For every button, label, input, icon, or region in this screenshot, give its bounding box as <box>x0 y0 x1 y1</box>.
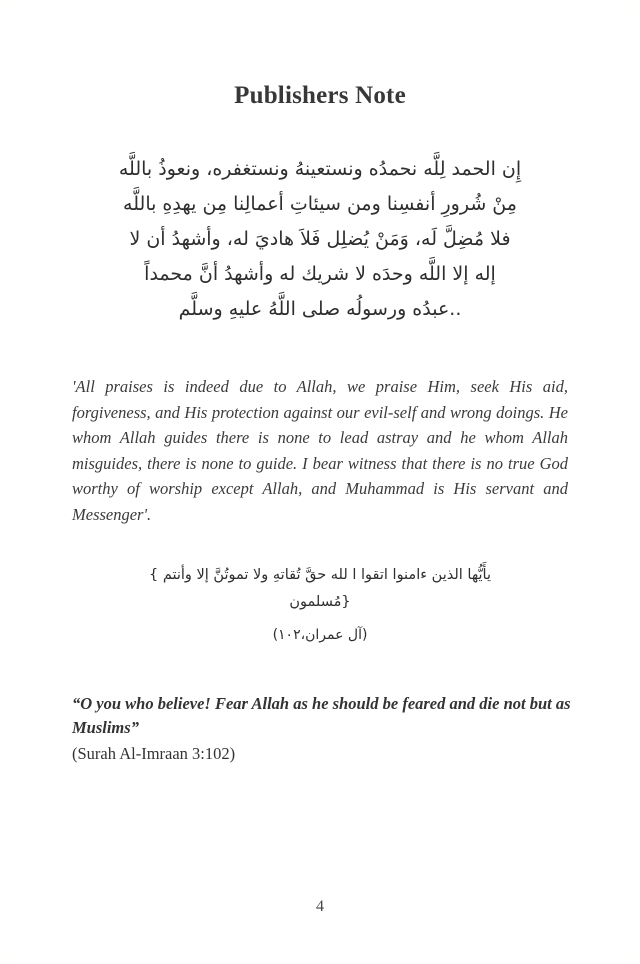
page-title: Publishers Note <box>234 82 406 109</box>
quran-verse-line: {مُسلمون <box>289 594 351 610</box>
quran-quote-block <box>72 692 572 766</box>
arabic-supplication-block <box>70 152 570 327</box>
quran-quote-source: (Surah Al-Imraan 3:102) <box>72 744 236 763</box>
quran-verse-reference-arabic: (آل عمران،١٠٢) <box>272 627 368 643</box>
arabic-supplication-line: ..عبدُه ورسولُه صلى اللَّهُ عليهِ وسلَّم <box>178 298 462 320</box>
page-number: 4 <box>316 898 324 915</box>
arabic-supplication-line: فلا مُضِلَّ لَه، وَمَنْ يُضلِل فَلاَ هاديَ له، وأشهدُ أن لا <box>129 228 511 250</box>
arabic-supplication-line: إله إلا اللَّه وحدَه لا شريك له وأشهدُ أنَّ محمداً <box>144 263 496 285</box>
quran-verse-line: يأَيُّها الذين ءامنوا اتقوا ا لله حقَّ تُقاتهِ ولا تموتُنَّ إلا وأنتم } <box>148 567 491 583</box>
arabic-supplication-line: مِنْ شُرورِ أنفسِنا ومن سيئاتِ أعمالِنا مِن يهدِهِ باللَّه <box>123 193 517 215</box>
quran-quote-text: “O you who believe! Fear Allah as he should be feared and die not but as Muslims” <box>72 694 571 737</box>
arabic-supplication-line: إِن الحمد لِلَّه نحمدُه ونستعينهُ ونستغفره، ونعوذُ باللَّه <box>118 158 522 180</box>
supplication-translation: 'All praises is indeed due to Allah, we praise Him, seek His aid, forgiveness, and His protection against our evil-self and wrong doings. He whom Allah guides there is none to lead astray and he whom Allah misguides, there is none to guide. I bear witness that there is no true God worthy of worship except Allah, and Muhammad is His servant and Messenger'. <box>72 377 568 524</box>
quran-verse-block <box>70 562 570 616</box>
